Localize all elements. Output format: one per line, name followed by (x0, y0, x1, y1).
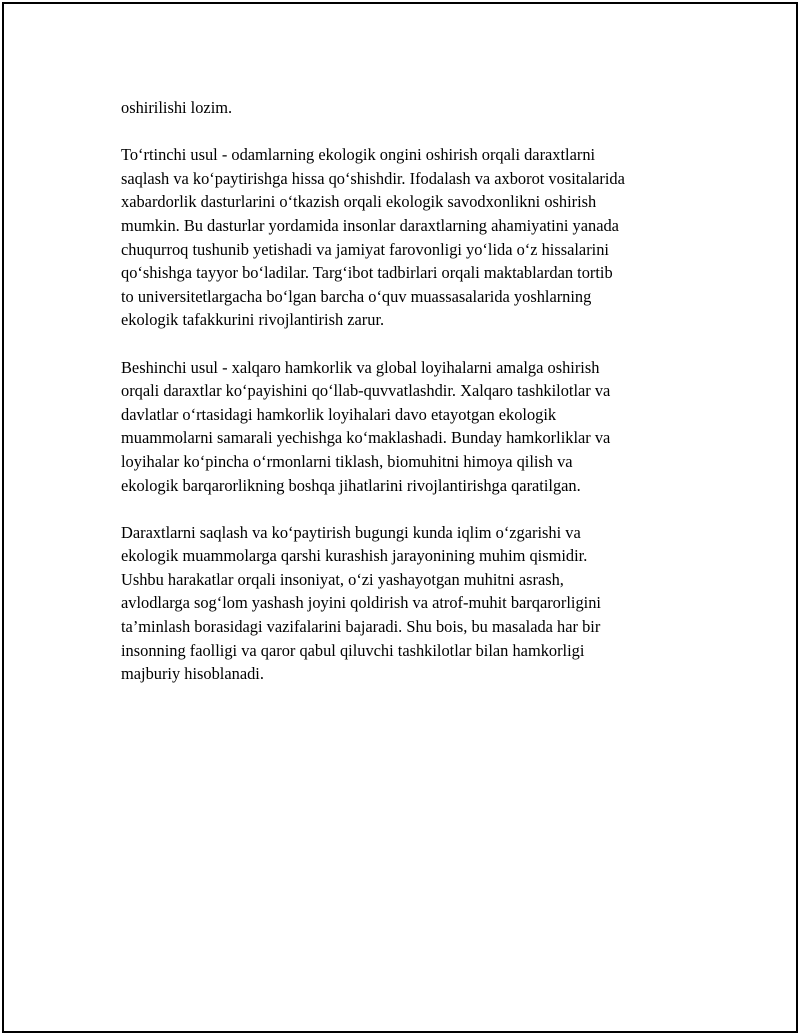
text-line: saqlash va ko‘paytirishga hissa qo‘shishdir. Ifodalash va axborot vositalarida (121, 168, 625, 188)
text-line: insonning faolligi va qaror qabul qiluvchi tashkilotlar bilan hamkorligi (121, 640, 585, 660)
text-line: loyihalar ko‘pincha o‘rmonlarni tiklash, biomuhitni himoya qilish va (121, 451, 573, 471)
text-line: mumkin. Bu dasturlar yordamida insonlar daraxtlarning ahamiyatini yanada (121, 215, 619, 235)
text-line: Daraxtlarni saqlash va ko‘paytirish bugungi kunda iqlim o‘zgarishi va (121, 522, 581, 542)
text-line: qo‘shishga tayyor bo‘ladilar. Targ‘ibot tadbirlari orqali maktablardan tortib (121, 263, 613, 283)
text-line: To‘rtinchi usul - odamlarning ekologik ongini oshirish orqali daraxtlarni (121, 145, 596, 165)
text-line: ekologik muammolarga qarshi kurashish jarayonining muhim qismidir. (121, 546, 588, 566)
text-line: ta’minlash borasidagi vazifalarini bajaradi. Shu bois, bu masalada har bir (121, 617, 601, 637)
text-line: orqali daraxtlar ko‘payishini qo‘llab-quvvatlashdir. Xalqaro tashkilotlar va (121, 381, 611, 401)
text-line: xabardorlik dasturlarini o‘tkazish orqali ekologik savodxonlikni oshirish (121, 192, 597, 212)
text-line: to universitetlargacha bo‘lgan barcha o‘quv muassasalarida yoshlarning (121, 286, 592, 306)
text-line: oshirilishi lozim. (121, 98, 233, 117)
paragraph-1 (121, 96, 701, 120)
text-line: davlatlar o‘rtasidagi hamkorlik loyihalari davo etayotgan ekologik (121, 404, 557, 424)
text-line: ekologik tafakkurini rivojlantirish zarur. (121, 310, 385, 330)
paragraph-4 (121, 521, 701, 686)
document-body (121, 96, 701, 686)
page-frame (2, 2, 798, 1033)
text-line: Ushbu harakatlar orqali insoniyat, o‘zi yashayotgan muhitni asrash, (121, 569, 564, 589)
text-line: Beshinchi usul - xalqaro hamkorlik va global loyihalarni amalga oshirish (121, 357, 600, 377)
paragraph-3 (121, 356, 701, 498)
text-line: majburiy hisoblanadi. (121, 664, 264, 684)
text-line: chuqurroq tushunib yetishadi va jamiyat farovonligi yo‘lida o‘z hissalarini (121, 239, 609, 259)
text-line: avlodlarga sog‘lom yashash joyini qoldirish va atrof-muhit barqarorligini (121, 593, 601, 613)
text-line: muammolarni samarali yechishga ko‘maklashadi. Bunday hamkorliklar va (121, 428, 611, 448)
text-line: ekologik barqarorlikning boshqa jihatlarini rivojlantirishga qaratilgan. (121, 475, 581, 495)
paragraph-2 (121, 143, 701, 332)
